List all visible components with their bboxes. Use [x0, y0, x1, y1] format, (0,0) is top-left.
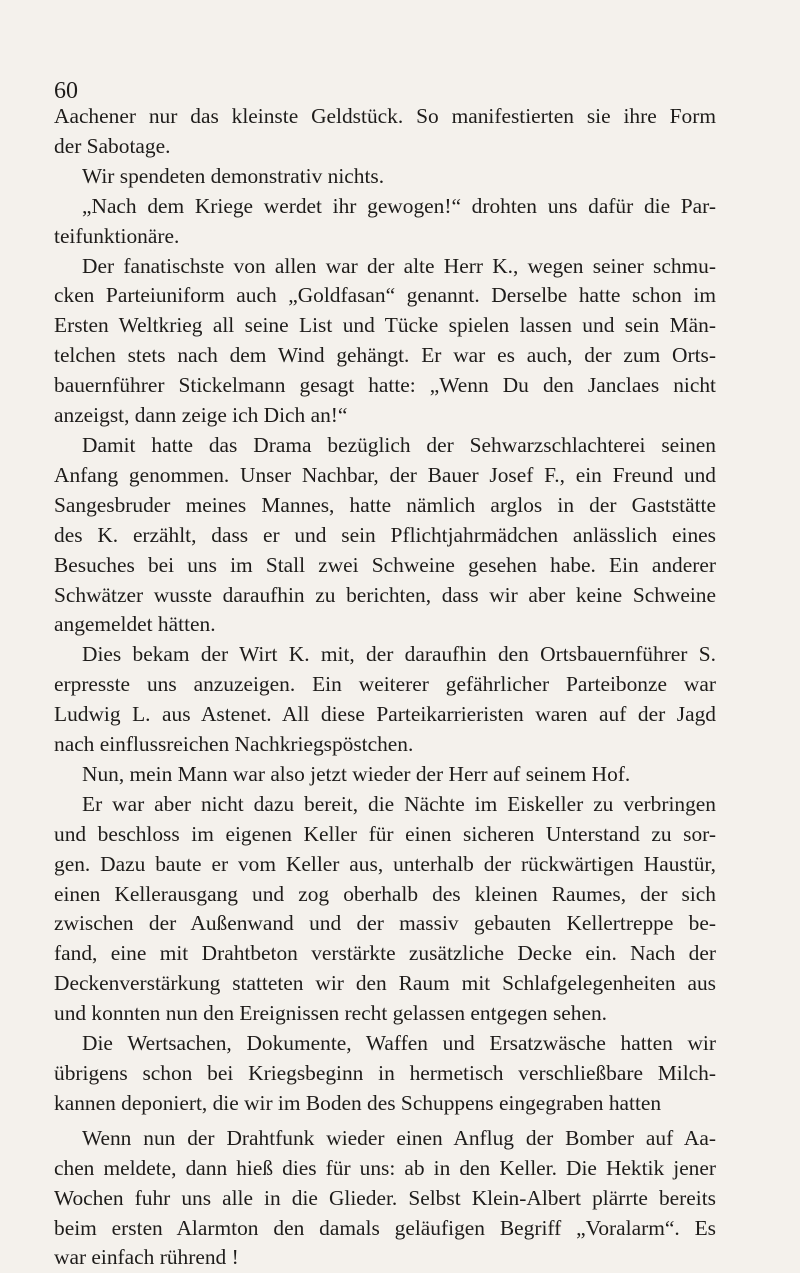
text-line: Ludwig L. aus Astenet. All diese Parteikarrieristen waren auf der Jagd [54, 702, 716, 727]
paragraph [54, 1029, 716, 1119]
text-line: Aachener nur das kleinste Geldstück. So manifestierten sie ihre Form [54, 104, 716, 128]
text-line: einen Kellerausgang und zog oberhalb des kleinen Raumes, der sich [54, 881, 716, 906]
text-line: chen meldete, dann hieß dies für uns: ab in den Keller. Die Hektik jener [54, 1155, 716, 1180]
text-line: angemeldet hätten. [54, 612, 216, 637]
paragraph [54, 102, 716, 162]
paragraph [54, 431, 716, 640]
paragraph [54, 192, 716, 252]
body-text [54, 102, 716, 1273]
text-line: Anfang genommen. Unser Nachbar, der Bauer Josef F., ein Freund und [54, 462, 716, 487]
text-line: kannen deponiert, die wir im Boden des Schuppens eingegraben hatten [54, 1090, 662, 1115]
paragraph [54, 790, 716, 1029]
text-line: Deckenverstärkung statteten wir den Raum mit Schlafgelegenheiten aus [54, 971, 716, 996]
text-line: erpresste uns anzuzeigen. Ein weiterer gefährlicher Parteibonze war [54, 672, 716, 697]
text-line: fand, eine mit Drahtbeton verstärkte zusätzliche Decke ein. Nach der [54, 941, 716, 966]
text-line: bauernführer Stickelmann gesagt hatte: „Wenn Du den Janclaes nicht [54, 373, 716, 398]
text-line: des K. erzählt, dass er und sein Pflichtjahrmädchen anlässlich eines [54, 522, 716, 547]
text-line: Dies bekam der Wirt K. mit, der daraufhin den Ortsbauernführer S. [82, 642, 716, 667]
paragraph [54, 640, 716, 760]
text-line: nach einflussreichen Nachkriegspöstchen. [54, 732, 414, 757]
text-line: Wenn nun der Drahtfunk wieder einen Anflug der Bomber auf Aa- [82, 1125, 716, 1150]
text-line: zwischen der Außenwand und der massiv gebauten Kellertreppe be- [54, 911, 716, 936]
text-line: „Nach dem Kriege werdet ihr gewogen!“ drohten uns dafür die Par- [82, 193, 716, 218]
text-line: Wochen fuhr uns alle in die Glieder. Selbst Klein-Albert plärrte bereits [54, 1185, 716, 1210]
page-number: 60 [54, 78, 78, 104]
text-line: cken Parteiuniform auch „Goldfasan“ genannt. Derselbe hatte schon im [54, 283, 716, 308]
paragraph [54, 1124, 716, 1273]
text-line: Wir spendeten demonstrativ nichts. [82, 163, 385, 188]
text-line: war einfach rührend ! [54, 1245, 239, 1270]
text-line: übrigens schon bei Kriegsbeginn in hermetisch verschließbare Milch- [54, 1061, 716, 1085]
text-line: Damit hatte das Drama bezüglich der Sehwarzschlachterei seinen [82, 432, 716, 457]
text-line: Er war aber nicht dazu bereit, die Nächte im Eiskeller zu verbringen [82, 791, 716, 816]
text-line: Besuches bei uns im Stall zwei Schweine gesehen habe. Ein anderer [54, 552, 716, 577]
text-line: gen. Dazu baute er vom Keller aus, unterhalb der rückwärtigen Haustür, [54, 851, 716, 876]
text-line: Ersten Weltkrieg all seine List und Tücke spielen lassen und sein Män- [54, 313, 716, 338]
paragraph [54, 252, 716, 431]
paragraph [54, 162, 716, 192]
text-line: teifunktionäre. [54, 223, 180, 248]
text-line: und beschloss im eigenen Keller für einen sicheren Unterstand zu sor- [54, 821, 716, 846]
text-line: Der fanatischste von allen war der alte Herr K., wegen seiner schmu- [82, 253, 716, 278]
text-line: beim ersten Alarmton den damals geläufigen Begriff „Voralarm“. Es [54, 1215, 716, 1240]
text-line: Schwätzer wusste daraufhin zu berichten, dass wir aber keine Schweine [54, 582, 716, 607]
text-line: Die Wertsachen, Dokumente, Waffen und Ersatzwäsche hatten wir [82, 1031, 716, 1056]
text-line: anzeigst, dann zeige ich Dich an!“ [54, 403, 348, 428]
text-line: der Sabotage. [54, 133, 171, 158]
text-line: Nun, mein Mann war also jetzt wieder der Herr auf seinem Hof. [82, 761, 631, 786]
text-line: und konnten nun den Ereignissen recht gelassen entgegen sehen. [54, 1001, 608, 1026]
paragraph [54, 760, 716, 790]
text-line: Sangesbruder meines Mannes, hatte nämlich arglos in der Gaststätte [54, 492, 716, 517]
text-line: telchen stets nach dem Wind gehängt. Er war es auch, der zum Orts- [54, 343, 716, 368]
